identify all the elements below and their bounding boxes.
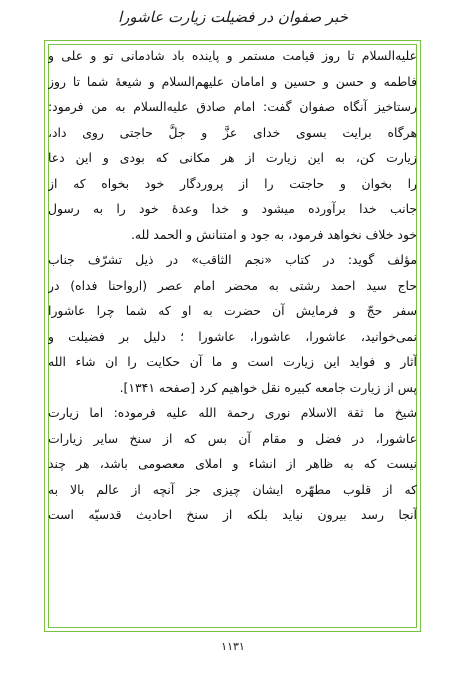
- text-line: خود خلاف نخواهد فرمود، به جود و امتنانش و الحمد لله.: [130, 226, 417, 242]
- text-line: نمی‌خوانید، عاشورا، عاشورا، عاشورا ؛ دلیل بر فضیلت و: [48, 328, 417, 344]
- body-text: [48, 43, 417, 628]
- text-line: را بخوان و حاجتت را از پروردگار خود بخواه که از: [48, 175, 417, 191]
- page-header: [0, 0, 466, 34]
- text-line: مؤلف گوید: در کتاب «نجم الثاقب» در ذیل تشرّف جناب: [48, 252, 417, 267]
- text-line: فاطمه و حسن و حسین و امامان عليهم‌السلام و شیعهٔ شما تا روز: [48, 73, 417, 89]
- text-line: عليه‌السلام تا روز قیامت مستمر و پاینده باد شادمانی تو و علی و: [48, 48, 417, 63]
- page-number: ۱۱۳۱: [221, 640, 245, 653]
- text-line: عاشورا، در فضل و مقام آن بس که از سنخ سایر زیارات: [48, 430, 417, 446]
- text-line: حاج سید احمد رشتی به محضر امام عصر (ارواحنا فداه) در: [48, 277, 417, 293]
- text-line: زیارت کن، به این زیارت از هر مکانی که بودی و این دعا: [48, 150, 417, 165]
- text-line: آثار و فواید این زیارت است و ما آن حکایت را ان شاء الله: [48, 354, 417, 369]
- text-line: که از قلوب مطهّره ایشان چیزی جز آنچه از عالم بالا به: [48, 481, 417, 497]
- text-line: سفر حجّ و فرمایش آن حضرت به او که شما چرا عاشورا: [48, 303, 417, 318]
- text-line: پس از زیارت جامعه کبیره نقل خواهیم کرد [صفحه ۱۳۴۱].: [119, 379, 417, 395]
- running-title: خبر صفوان در فضیلت زیارت عاشورا: [117, 8, 349, 26]
- text-line: هرگاه برایت بسوی خدای عزَّ و جلَّ حاجتی روی داد،: [48, 124, 417, 140]
- text-line: نیست که به ظاهر از انشاء و املای معصومی باشد، هر چند: [48, 456, 417, 471]
- text-line: جانب خدا برآورده میشود و خدا وعدهٔ خود را به رسول: [48, 201, 417, 216]
- text-line: آنجا رسد بیرون نیاید بلکه از سنخ احادیث قدسیّه است: [48, 507, 417, 522]
- text-line: رستاخیز آنگاه صفوان گفت: امام صادق عليه‌السلام به من فرمود:: [48, 99, 417, 114]
- text-line: شیخ ما ثقة الاسلام نوری رحمة الله علیه فرموده: اما زیارت: [48, 405, 417, 420]
